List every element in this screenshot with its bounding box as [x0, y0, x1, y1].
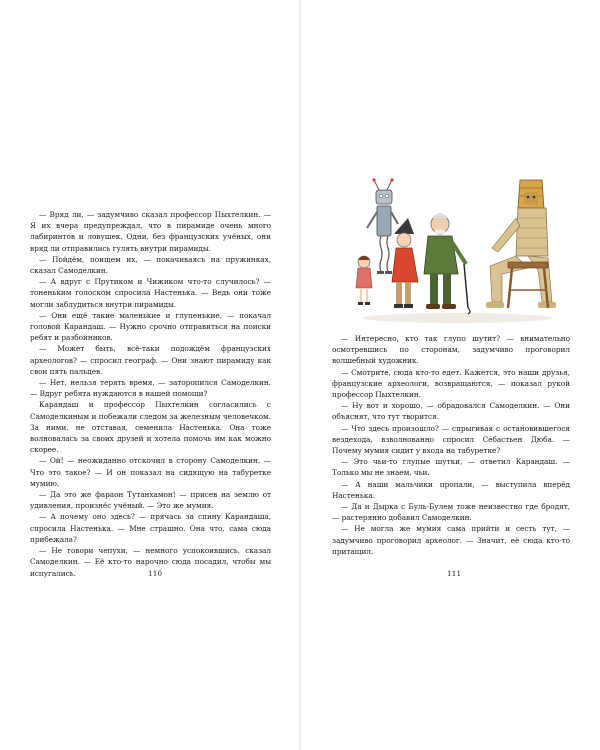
illustration-svg	[352, 178, 562, 326]
paragraph: — Пойдём, поищем их, — покачиваясь на пружинках, сказал Самоделкин.	[30, 254, 271, 276]
paragraph: — Ну вот и хорошо, — обрадовался Самоделкин. — Они объяснят, что тут творится.	[332, 401, 570, 422]
paragraph: Карандаш и профессор Пыхтелкин согласились с Самоделкиным и побежали следом за железным человечком. За ними, не отставая, семенила Настенька. Она тоже волновалась за своих друзей и хотела помочь им как можно скорее.	[30, 400, 271, 455]
page-number-left: 110	[148, 569, 163, 578]
paragraph: — Не говори чепухи, — немного успокоившись, сказал Самоделкин. — Её кто-то нарочно сюда посадил, чтобы мы испугались.	[30, 546, 271, 578]
paragraph: — Это чьи-то глупые шутки, — ответил Карандаш. — Только мы не знаем, чьи.	[332, 457, 570, 478]
karandash-figure	[392, 218, 418, 308]
paragraph: — Что здесь произошло? — спрыгивая с остановившегося вездехода, взволнованно спросил Себастьен Дюба. — Почему мумия сидит у входа на табуретке?	[332, 423, 570, 456]
right-page	[300, 0, 600, 750]
mummy-scene-illustration	[352, 178, 562, 326]
paragraph: — А наши мальчики пропали, — выступила вперёд Настенька.	[332, 479, 570, 500]
paragraph: — А почему оно здесь? — прячась за спину Карандаша, спросила Настенька. — Мне страшно. Она что, сама сюда прибежала?	[30, 512, 271, 544]
paragraph: — Они ещё такие маленькие и глупенькие, — покачал головой Карандаш. — Нужно срочно отправиться на поиски ребят и разбойников.	[30, 310, 271, 343]
right-page-text	[332, 333, 570, 557]
paragraph: — А вдруг с Прутиком и Чижиком что-то случилось? — тоненьким голоском спросила Настенька. — Ведь они тоже могли заблудиться внутри пирамиды.	[30, 277, 271, 309]
paragraph: — Интересно, кто так глупо шутит? — внимательно осмотревшись по сторонам, задумчиво проговорил волшебный художник.	[332, 334, 570, 366]
paragraph: — Смотрите, сюда кто-то едет. Кажется, это наши друзья, французские археологи, возвращаются, — показал рукой профессор Пыхтелкин.	[332, 367, 570, 400]
left-page-text	[30, 209, 271, 579]
paragraph: — Да и Дырка с Буль-Булем тоже неизвестно где бродят, — растерянно добавил Самоделкин.	[332, 502, 570, 523]
paragraph: — Не могла же мумия сама прийти и сесть тут, — задумчиво проговорил археолог. — Значит, её сюда кто-то притащил.	[332, 524, 570, 556]
paragraph: — Вряд ли, — задумчиво сказал профессор Пыхтелкин. — Я их вчера предупреждал, что в пирамиде очень много лабиринтов и ловушек. Одни, без французских учёных, они вряд ли отправились гулять внутри пирамиды.	[30, 210, 271, 253]
professor-figure	[424, 213, 470, 314]
paragraph: — Ой! — неожиданно отскочил в сторону Самоделкин. — Что это такое? — И он показал на сидящую на табуретке мумию.	[30, 456, 271, 488]
girl-figure	[356, 256, 372, 305]
paragraph: — Нет, нельзя терять время, — заторопился Самоделкин. — Вдруг ребята нуждаются в нашей помощи?	[30, 378, 271, 399]
page-number-right: 111	[447, 569, 462, 578]
paragraph: — Да это же фараон Тутанхамон! — присев на землю от удивления, произнёс учёный. — Это же мумия.	[30, 490, 271, 511]
paragraph: — Может быть, всё-таки подождём французских археологов? — спросил географ. — Они знают пирамиду как свои пять пальцев.	[30, 344, 271, 376]
robot-figure	[367, 178, 398, 274]
